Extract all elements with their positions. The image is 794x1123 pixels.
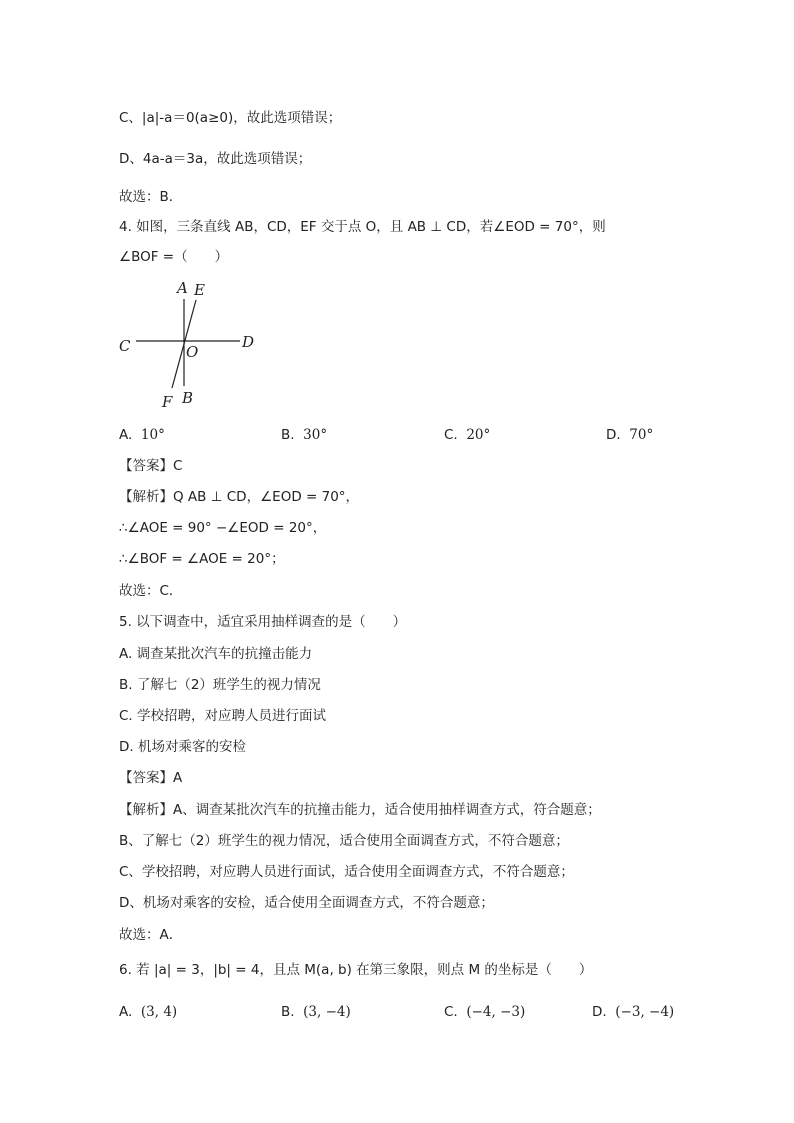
- q5-final-choice: 故选：A．: [119, 927, 183, 943]
- q5-analysis-line-1: 【解析】A、调查某批次汽车的抗撞击能力，适合使用抽样调查方式，符合题意；: [119, 802, 601, 818]
- option-d-explanation: D、4a-a＝3a，故此选项错误；: [119, 151, 312, 167]
- label-o: O: [186, 343, 199, 361]
- q5-option-a: A. 调查某批次汽车的抗撞击能力: [119, 646, 313, 662]
- q4-analysis-line-1: 【解析】Q AB ⊥ CD，∠EOD = 70°，: [119, 489, 360, 505]
- q5-analysis-line-2: B、了解七（2）班学生的视力情况，适合使用全面调查方式，不符合题意；: [119, 833, 569, 849]
- q4-option-d: D. 70°: [606, 427, 654, 443]
- q4-option-a: A. 10°: [119, 427, 165, 443]
- q4-final-choice: 故选：C．: [119, 583, 183, 599]
- q5-analysis-line-4: D、机场对乘客的安检，适合使用全面调查方式，不符合题意；: [119, 895, 494, 911]
- q6-option-b: B. (3, −4): [281, 1004, 351, 1020]
- q4-analysis-line-2: ∴∠AOE = 90° −∠EOD = 20°，: [119, 520, 327, 536]
- label-d: D: [242, 333, 255, 351]
- option-c-explanation: C、|a|-a＝0(a≥0)，故此选项错误；: [119, 110, 342, 126]
- q6-stem: 6. 若 |a| = 3，|b| = 4，且点 M(a, b) 在第三象限，则点 M 的坐标是（ ）: [119, 962, 593, 978]
- q4-option-c: C. 20°: [444, 427, 491, 443]
- label-b: B: [182, 389, 194, 407]
- q5-answer: 【答案】A: [119, 770, 183, 786]
- label-e: E: [194, 281, 205, 299]
- q5-stem: 5. 以下调查中，适宜采用抽样调查的是（ ）: [119, 614, 407, 630]
- q5-analysis-line-3: C、学校招聘，对应聘人员进行面试，适合使用全面调查方式，不符合题意；: [119, 864, 574, 880]
- q4-option-b: B. 30°: [281, 427, 328, 443]
- q4-stem-line-2: ∠BOF =（ ）: [119, 249, 229, 265]
- label-c: C: [119, 337, 131, 355]
- q4-intersecting-lines-figure: [110, 278, 270, 413]
- q4-analysis-line-3: ∴∠BOF = ∠AOE = 20°；: [119, 551, 285, 567]
- q6-option-d: D. (−3, −4): [592, 1004, 675, 1020]
- q3-final-choice: 故选：B．: [119, 189, 183, 205]
- label-a: A: [177, 279, 188, 297]
- q5-option-b: B. 了解七（2）班学生的视力情况: [119, 677, 321, 693]
- q6-option-a: A. (3, 4): [119, 1004, 178, 1020]
- q4-answer: 【答案】C: [119, 458, 183, 474]
- q6-option-c: C. (−4, −3): [444, 1004, 526, 1020]
- q4-stem-line-1: 4. 如图，三条直线 AB，CD，EF 交于点 O，且 AB ⊥ CD，若∠EOD = 70°，则: [119, 219, 606, 235]
- q5-option-c: C. 学校招聘，对应聘人员进行面试: [119, 708, 327, 724]
- q5-option-d: D. 机场对乘客的安检: [119, 739, 246, 755]
- label-f: F: [162, 393, 173, 411]
